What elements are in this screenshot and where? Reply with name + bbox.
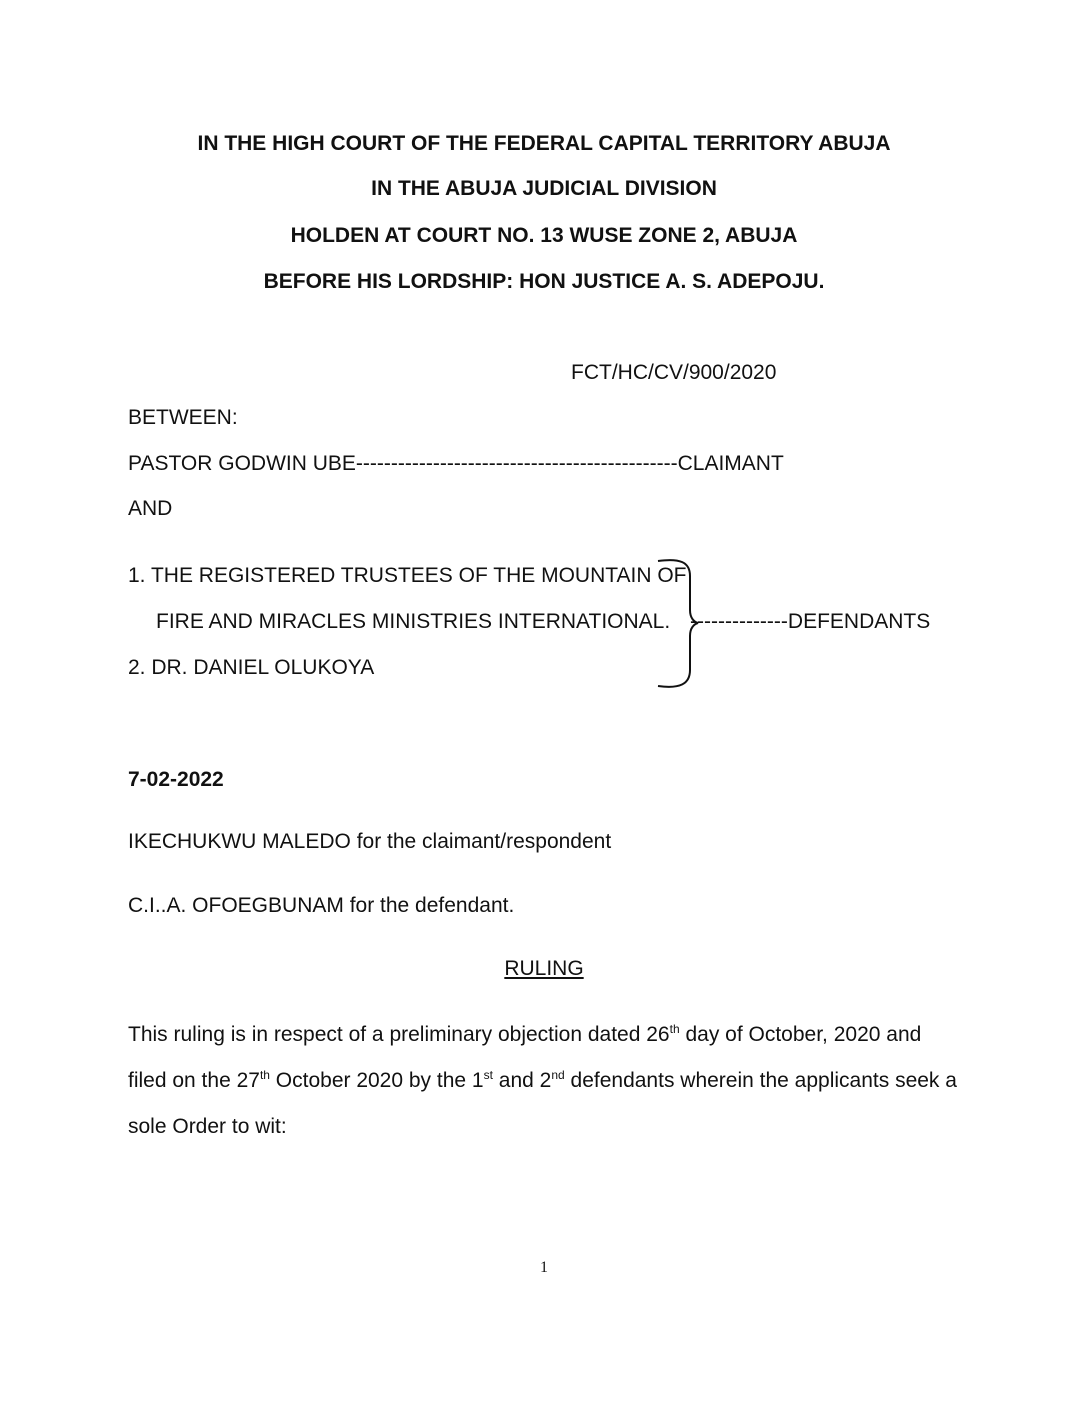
case-number: FCT/HC/CV/900/2020 — [571, 361, 777, 384]
superscript-nd: nd — [551, 1068, 565, 1082]
body-text-2: day of October, 2020 and filed on the 27 — [128, 1023, 922, 1092]
division-title: IN THE ABUJA JUDICIAL DIVISION — [371, 177, 717, 200]
court-title: IN THE HIGH COURT OF THE FEDERAL CAPITAL TERRITORY ABUJA — [197, 132, 891, 155]
superscript-st: st — [483, 1068, 493, 1082]
hearing-date: 7-02-2022 — [128, 768, 224, 791]
body-paragraph — [128, 1012, 958, 1150]
defendant-1-line-2: FIRE AND MIRACLES MINISTRIES INTERNATIONAL. — [156, 610, 671, 633]
body-text-3: October 2020 by the 1 — [269, 1069, 484, 1092]
body-text-4: and 2 — [492, 1069, 552, 1092]
page-number: 1 — [540, 1259, 548, 1276]
body-text-5: defendants wherein the applicants seek a sole Order to wit: — [128, 1069, 957, 1138]
ruling-heading: RULING — [504, 957, 584, 980]
defendant-1-line-1: 1. THE REGISTERED TRUSTEES OF THE MOUNTAIN OF — [128, 564, 687, 587]
appearance-defendant: C.I..A. OFOEGBUNAM for the defendant. — [128, 894, 515, 917]
right-brace-icon — [650, 558, 700, 693]
defendants-label: --------------DEFENDANTS — [690, 610, 931, 633]
body-text-1: This ruling is in respect of a preliminary objection dated 26 — [128, 1023, 670, 1046]
between-label: BETWEEN: — [128, 406, 238, 429]
claimant-line: PASTOR GODWIN UBE----------------------------------------------CLAIMANT — [128, 452, 784, 475]
judge-line: BEFORE HIS LORDSHIP: HON JUSTICE A. S. ADEPOJU. — [263, 270, 825, 293]
superscript-th: th — [259, 1068, 270, 1082]
court-location: HOLDEN AT COURT NO. 13 WUSE ZONE 2, ABUJA — [290, 224, 798, 247]
superscript-th: th — [669, 1022, 680, 1036]
defendant-2: 2. DR. DANIEL OLUKOYA — [128, 656, 375, 679]
appearance-claimant: IKECHUKWU MALEDO for the claimant/respondent — [128, 830, 612, 853]
and-label: AND — [128, 497, 173, 520]
